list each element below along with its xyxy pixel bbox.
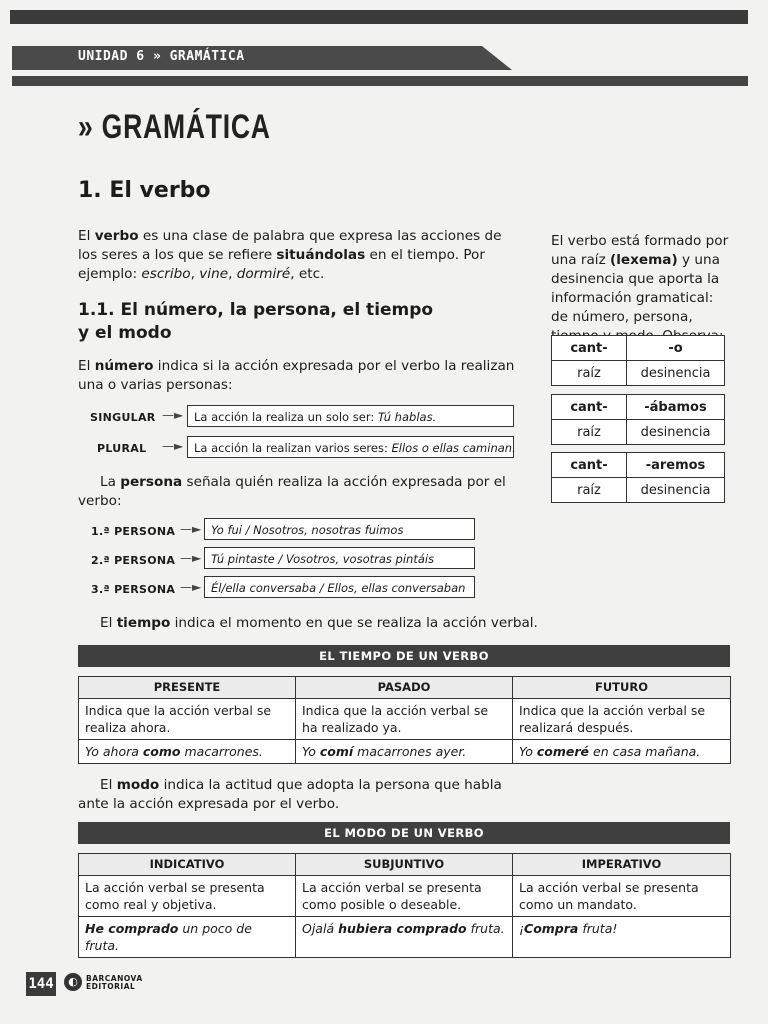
- sidebar-note: El verbo está formado por una raíz (lexema) y una desinencia que aporta la información gramatical: de número, persona,: [551, 233, 729, 325]
- table-cell: Indica que la acción verbal se ha realizado ya.: [296, 699, 513, 740]
- header-rule: [12, 76, 748, 86]
- stem-label: raíz: [552, 420, 627, 445]
- tense-table-title: EL TIEMPO DE UN VERBO: [78, 645, 730, 667]
- tense-table: [78, 676, 731, 764]
- stem-label: raíz: [552, 361, 627, 386]
- singular-box: La acción la realiza un solo ser: Tú hablas.: [187, 405, 514, 427]
- subsection-heading: 1.1. El número, la persona, el tiempo y el modo: [78, 300, 434, 343]
- table-cell: Yo ahora como macarrones.: [79, 740, 296, 764]
- section-title: » GRAMÁTICA: [78, 108, 271, 146]
- lexeme-table-3: [551, 452, 725, 503]
- first-person-box: Yo fui / Nosotros, nosotras fuimos: [204, 518, 475, 540]
- third-person-box: Él/ella conversaba / Ellos, ellas conversaban: [204, 576, 475, 598]
- numero-text: El número indica si la acción expresada por el verbo la realizan una o varias personas:: [78, 358, 515, 393]
- mood-table: [78, 853, 731, 958]
- col-header: PASADO: [296, 677, 513, 699]
- arrow-icon: —►: [180, 551, 202, 565]
- singular-label: SINGULAR: [90, 411, 156, 424]
- lexeme-table-2: [551, 394, 725, 445]
- ending: -ábamos: [627, 395, 725, 420]
- second-person-label: 2.ª PERSONA: [91, 554, 176, 567]
- table-cell: ¡Compra fruta!: [513, 917, 731, 958]
- mood-table-title: EL MODO DE UN VERBO: [78, 822, 730, 844]
- table-cell: Indica que la acción verbal se realizará después.: [513, 699, 731, 740]
- col-header: PRESENTE: [79, 677, 296, 699]
- stem: cant-: [552, 453, 627, 478]
- ending-label: desinencia: [627, 420, 725, 445]
- plural-box: La acción la realizan varios seres: Ellos o ellas caminan.: [187, 436, 514, 458]
- lexeme-table-1: [551, 335, 725, 386]
- col-header: INDICATIVO: [79, 854, 296, 876]
- plural-label: PLURAL: [97, 442, 147, 455]
- table-cell: He comprado un poco de fruta.: [79, 917, 296, 958]
- arrow-icon: —►: [180, 522, 202, 536]
- ending: -aremos: [627, 453, 725, 478]
- table-cell: Ojalá hubiera comprado fruta.: [296, 917, 513, 958]
- table-cell: La acción verbal se presenta como posible o deseable.: [296, 876, 513, 917]
- persona-text: La persona señala quién realiza la acción expresada por el verbo:: [78, 474, 506, 509]
- arrow-icon: —►: [162, 439, 184, 453]
- publisher-logo-icon: ◐: [64, 973, 82, 991]
- table-cell: Indica que la acción verbal se realiza ahora.: [79, 699, 296, 740]
- table-cell: Yo comeré en casa mañana.: [513, 740, 731, 764]
- publisher-name: BARCANOVA EDITORIAL: [86, 974, 143, 991]
- first-person-label: 1.ª PERSONA: [91, 525, 176, 538]
- modo-text: El modo indica la actitud que adopta la persona que habla ante la acción expresada por el verbo.: [78, 777, 502, 812]
- col-header: FUTURO: [513, 677, 731, 699]
- ending-label: desinencia: [627, 361, 725, 386]
- col-header: SUBJUNTIVO: [296, 854, 513, 876]
- page-number: 144: [26, 972, 56, 996]
- verb-intro: El verbo es una clase de palabra que expresa las acciones de los seres a los que se refiere situándolas en el tiempo. Por ejemplo: escribo, vine, dormiré, etc.: [78, 228, 502, 282]
- top-rule: [10, 10, 748, 24]
- col-header: IMPERATIVO: [513, 854, 731, 876]
- unit-label: UNIDAD 6 » GRAMÁTICA: [78, 49, 245, 64]
- verb-heading: 1. El verbo: [78, 178, 211, 203]
- table-cell: La acción verbal se presenta como un mandato.: [513, 876, 731, 917]
- stem-label: raíz: [552, 478, 627, 503]
- ending-label: desinencia: [627, 478, 725, 503]
- table-cell: La acción verbal se presenta como real y objetiva.: [79, 876, 296, 917]
- tiempo-text: El tiempo indica el momento en que se realiza la acción verbal.: [100, 615, 538, 631]
- stem: cant-: [552, 336, 627, 361]
- third-person-label: 3.ª PERSONA: [91, 583, 176, 596]
- stem: cant-: [552, 395, 627, 420]
- arrow-icon: —►: [162, 408, 184, 422]
- ending: -o: [627, 336, 725, 361]
- second-person-box: Tú pintaste / Vosotros, vosotras pintáis: [204, 547, 475, 569]
- table-cell: Yo comí macarrones ayer.: [296, 740, 513, 764]
- arrow-icon: —►: [180, 580, 202, 594]
